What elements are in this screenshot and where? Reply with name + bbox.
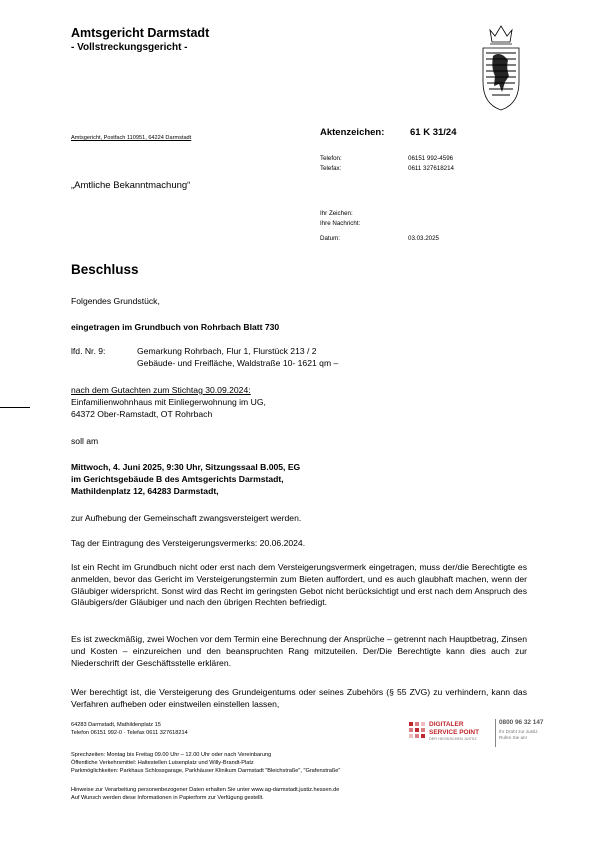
fold-mark [0,407,30,408]
paragraph-claims: Es ist zweckmäßig, zwei Wochen vor dem Termin eine Berechnung der Ansprüche – getrennt nach Hauptbetrag, Zinsen und Kosten – einzureichen und den beanspruchten Rang mitzuteilen. Der/Die Berechtigte kann dies auch zur Niederschrift der Geschäftsstelle erklären. [71,634,527,668]
footer-contact: Telefon 06151 992-0 · Telefax 0611 327618214 [71,730,188,736]
auction-location: im Gerichtsgebäude B des Amtsgerichts Darmstadt, [71,474,284,484]
service-phone-sub-1: Ihr Draht zur Justiz. [499,729,539,734]
appraisal-heading: nach dem Gutachten zum Stichtag 30.09.2024: [71,385,251,395]
parking-info: Parkmöglichkeiten: Parkhaus Schlossgarage, Parkhäuser Klinikum Darmstadt "Bleichstraße", "Grafenstraße" [71,768,341,774]
service-divider [495,719,496,747]
service-point-logo-icon [409,722,425,738]
privacy-note-1: Hinweise zur Verarbeitung personenbezogener Daten erhalten Sie unter www.ag-darmstadt.justiz.hessen.de [71,787,340,793]
date-value: 03.03.2025 [408,235,439,242]
sender-line: Amtsgericht, Postfach 110951, 64224 Darmstadt [71,135,192,141]
purpose-text: zur Aufhebung der Gemeinschaft zwangsversteigert werden. [71,513,302,523]
public-transport: Öffentliche Verkehrsmittel: Haltestellen Luisenplatz und Willy-Brandt-Platz [71,760,254,766]
parcel-description: Gemarkung Rohrbach, Flur 1, Flurstück 213 / 2 [137,346,317,356]
service-point-line-1: DIGITALER [429,721,464,728]
page-title: Beschluss [71,262,139,277]
date-label: Datum: [320,235,340,242]
court-name: Amtsgericht Darmstadt [71,26,210,40]
parcel-usage: Gebäude- und Freifläche, Waldstraße 10- 1621 qm – [137,358,339,368]
court-subtitle: - Vollstreckungsgericht - [71,42,188,53]
land-register-entry: eingetragen im Grundbuch von Rohrbach Blatt 730 [71,322,280,332]
phone-value: 06151 992-4596 [408,155,454,162]
file-number-label: Aktenzeichen: [320,127,385,138]
fax-value: 0611 327618214 [408,165,454,172]
service-phone-sub-2: Rufen Sie an! [499,734,527,740]
phone-label: Telefon: [320,155,342,162]
paragraph-rights: Ist ein Recht im Grundbuch nicht oder erst nach dem Versteigerungsvermerk eingetragen, muss der/die Berechtigte es anmelden, bevor das Gericht im Versteigerungstermin zum Bieten auffordert, und es auch glaubhaft machen, wenn der Gläubiger widerspricht. Sonst wird das Recht im geringsten Gebot nicht berücksichtigt und erst nach dem Anspruch des Gläubigers/der Gläubiger und nach den übrigen Rechten befriedigt. [71,562,527,608]
service-phone-caption [499,729,539,740]
privacy-note-2: Auf Wunsch werden diese Informationen in Papierform zur Verfügung gestellt. [71,795,264,801]
service-point-subtitle: DER HESSISCHEN JUSTIZ [429,737,477,741]
paragraph-objection: Wer berechtigt ist, die Versteigerung des Grundeigentums oder seines Zubehörs (§ 55 ZVG) zu verhindern, kann das Verfahren aufheben oder einstweilen einstellen lassen, [71,687,527,709]
auction-date: Mittwoch, 4. Juni 2025, 9:30 Uhr, Sitzungssaal B.005, EG [71,462,301,472]
your-message-label: Ihre Nachricht: [320,220,361,227]
footer-address: 64283 Darmstadt, Mathildenplatz 15 [71,722,161,728]
service-point-line-2: SERVICE POINT [429,728,480,736]
auction-address: Mathildenplatz 12, 64283 Darmstadt, [71,486,219,496]
service-point-title [429,721,479,736]
your-sign-label: Ihr Zeichen: [320,210,353,217]
office-hours: Sprechzeiten: Montag bis Freitag 09.00 Uhr – 12.00 Uhr oder nach Vereinbarung [71,752,272,758]
hessen-coat-of-arms-icon [478,20,524,112]
intro-text: Folgendes Grundstück, [71,296,160,306]
appraisal-line-1: Einfamilienwohnhaus mit Einliegerwohnung im UG, [71,397,266,407]
official-notice: „Amtliche Bekanntmachung“ [71,180,191,191]
soll-am-text: soll am [71,436,99,446]
fax-label: Telefax: [320,165,342,172]
lfd-label: lfd. Nr. 9: [71,346,106,356]
service-phone: 0800 96 32 147 [499,719,544,726]
file-number-value: 61 K 31/24 [410,127,457,138]
entry-date-text: Tag der Eintragung des Versteigerungsvermerks: 20.06.2024. [71,538,306,548]
appraisal-line-2: 64372 Ober-Ramstadt, OT Rohrbach [71,409,213,419]
